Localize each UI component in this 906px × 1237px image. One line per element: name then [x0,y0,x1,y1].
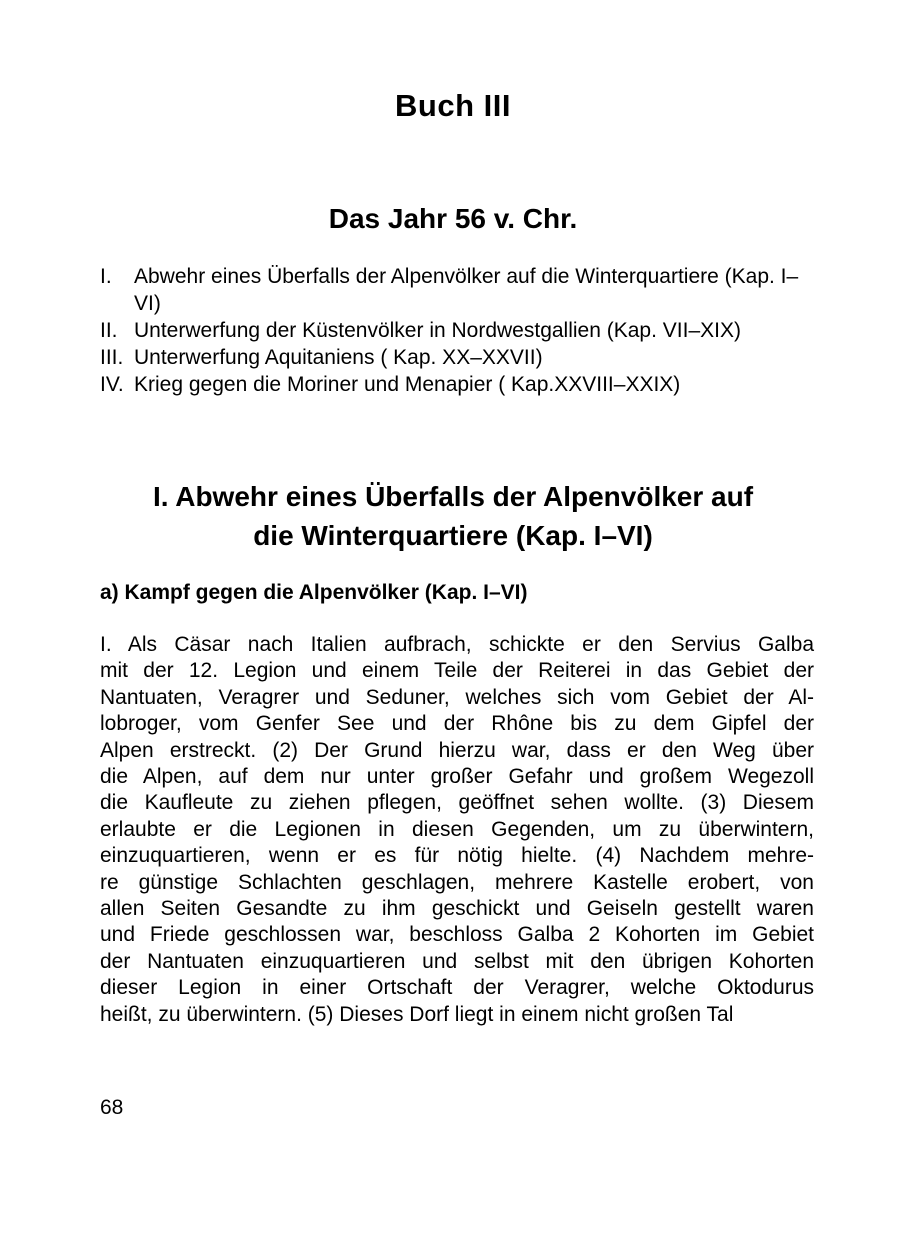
body-line: re günstige Schlachten geschlagen, mehrere Kastelle erobert, von [100,870,814,894]
page-number: 68 [100,1096,124,1119]
body-line: heißt, zu überwintern. (5) Dieses Dorf liegt in einem nicht großen Tal [100,1002,734,1026]
section-heading-line: I. Abwehr eines Überfalls der Alpenvölker auf [152,481,754,512]
toc-text: Unterwerfung Aquitaniens ( Kap. XX–XXVII) [134,346,543,369]
body-line: die Kaufleute zu ziehen pflegen, geöffnet sehen wollte. (3) Diesem [100,791,814,815]
section-heading-line: die Winterquartiere (Kap. I–VI) [253,520,653,551]
chapter-title: Das Jahr 56 v. Chr. [328,203,578,234]
toc-text: Krieg gegen die Moriner und Menapier ( Kap.XXVIII–XXIX) [134,373,681,396]
body-line: mit der 12. Legion und einem Teile der Reiterei in das Gebiet der [100,659,814,683]
body-line: allen Seiten Gesandte zu ihm geschickt und Geiseln gestellt waren [100,897,814,921]
body-line: einzuquartieren, wenn er es für nötig hielte. (4) Nachdem mehre- [100,844,814,868]
toc-number: IV. [100,373,124,396]
book-title: Buch III [395,88,511,123]
toc-item [100,344,816,371]
toc-text: Unterwerfung der Küstenvölker in Nordwestgallien (Kap. VII–XIX) [134,319,741,342]
section-heading [0,477,906,555]
toc-number: III. [100,346,124,369]
body-line: und Friede geschlossen war, beschloss Galba 2 Kohorten im Gebiet [100,923,814,947]
toc-text: Abwehr eines Überfalls der Alpenvölker auf die Winterquartiere (Kap. I–VI) [134,265,799,315]
body-line: Alpen erstreckt. (2) Der Grund hierzu war, dass er den Weg über [100,738,814,762]
toc-item [100,317,816,344]
toc-item [100,371,816,398]
toc-number: II. [100,319,118,342]
toc-item [100,263,816,317]
body-line: Nantuaten, Veragrer und Seduner, welches sich vom Gebiet der Al- [100,685,814,709]
body-line: die Alpen, auf dem nur unter großer Gefahr und großem Wegezoll [100,765,814,789]
subsection-heading: a) Kampf gegen die Alpenvölker (Kap. I–VI) [100,581,528,604]
body-line: der Nantuaten einzuquartieren und selbst mit den übrigen Kohorten [100,949,814,973]
toc-number: I. [100,265,112,288]
body-line: lobroger, vom Genfer See und der Rhône bis zu dem Gipfel der [100,712,814,736]
body-paragraph [100,632,814,1028]
body-line: I. Als Cäsar nach Italien aufbrach, schickte er den Servius Galba [100,633,814,656]
table-of-contents [100,263,816,398]
body-line: erlaubte er die Legionen in diesen Gegenden, um zu überwintern, [100,817,814,841]
body-line: dieser Legion in einer Ortschaft der Veragrer, welche Oktodurus [100,976,814,1000]
